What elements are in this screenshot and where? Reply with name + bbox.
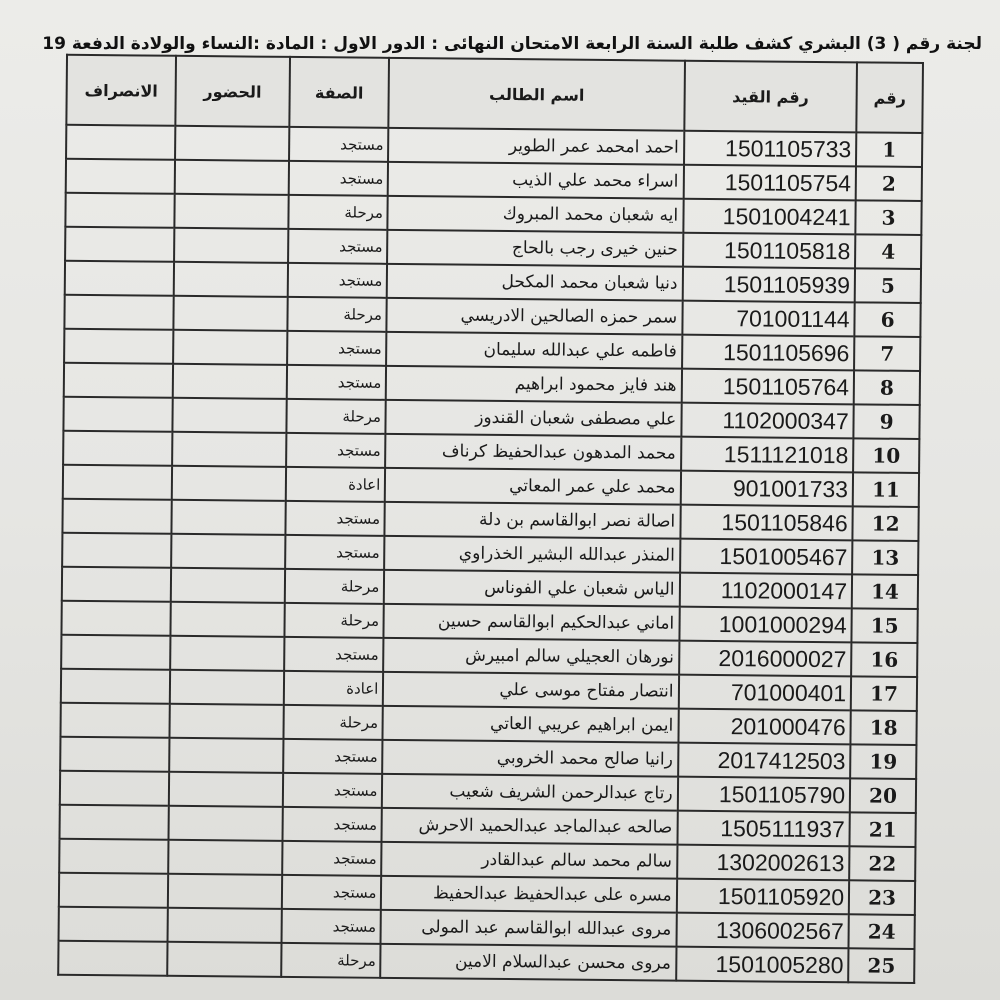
registration-number: 1501005467 <box>680 539 853 575</box>
row-number: 1 <box>856 132 922 167</box>
student-name: احمد امحمد عمر الطوير <box>388 128 683 165</box>
student-status: مستجد <box>288 161 388 196</box>
student-status: مرحلة <box>284 603 384 638</box>
attendance-cell <box>170 636 284 671</box>
student-name: الياس شعبان علي الفوناس <box>384 570 679 607</box>
row-number: 15 <box>852 608 918 643</box>
student-status: مستجد <box>286 433 386 468</box>
departure-cell <box>61 635 170 670</box>
student-status: مستجد <box>281 909 381 944</box>
registration-number: 1501105790 <box>677 777 850 813</box>
row-number: 19 <box>850 744 916 779</box>
departure-cell <box>66 159 175 194</box>
student-status: مستجد <box>282 807 382 842</box>
row-number: 16 <box>851 642 917 677</box>
student-status: مستجد <box>282 841 382 876</box>
departure-cell <box>60 737 169 772</box>
student-status: مرحلة <box>284 569 384 604</box>
row-number: 21 <box>850 812 916 847</box>
departure-cell <box>58 941 167 976</box>
attendance-cell <box>173 296 287 331</box>
departure-cell <box>60 805 169 840</box>
registration-number: 1505111937 <box>677 811 850 847</box>
departure-cell <box>65 193 174 228</box>
student-status: اعادة <box>285 467 385 502</box>
student-name: محمد علي عمر المعاتي <box>385 468 680 505</box>
student-status: مستجد <box>281 875 381 910</box>
student-name: المنذر عبدالله البشير الخذراوي <box>385 536 680 573</box>
student-status: مستجد <box>285 501 385 536</box>
registration-number: 2017412503 <box>678 743 851 779</box>
attendance-cell <box>167 942 281 977</box>
student-name: اماني عبدالحكيم ابوالقاسم حسين <box>384 604 679 641</box>
departure-cell <box>64 329 173 364</box>
student-status: مرحلة <box>286 399 386 434</box>
attendance-cell <box>168 874 282 909</box>
departure-cell <box>62 533 171 568</box>
student-status: مستجد <box>282 773 382 808</box>
row-number: 11 <box>853 472 919 507</box>
student-status: مستجد <box>283 739 383 774</box>
registration-number: 1501105733 <box>684 131 857 167</box>
student-status: مستجد <box>285 535 385 570</box>
student-name: سمر حمزه الصالحين الادريسي <box>387 298 682 335</box>
student-name: هند فايز محمود ابراهيم <box>386 366 681 403</box>
registration-number: 901001733 <box>680 471 853 507</box>
student-name: نورهان العجيلي سالم امبيرش <box>384 638 679 675</box>
departure-cell <box>65 227 174 262</box>
student-name: ايه شعبان محمد المبروك <box>388 196 683 233</box>
column-header-attendance: الحضور <box>175 56 289 127</box>
table-row <box>58 941 914 983</box>
student-name: صالحه عبدالماجد عبدالحميد الاحرش <box>382 808 677 845</box>
student-status: مستجد <box>288 229 388 264</box>
registration-number: 201000476 <box>678 709 851 745</box>
row-number: 12 <box>853 506 919 541</box>
row-number: 10 <box>853 438 919 473</box>
registration-number: 1501105764 <box>681 369 854 405</box>
attendance-cell <box>169 772 283 807</box>
registration-number: 1302002613 <box>677 845 850 881</box>
attendance-cell <box>168 840 282 875</box>
row-number: 18 <box>851 710 917 745</box>
registration-number: 701001144 <box>682 301 855 337</box>
student-status: مرحلة <box>283 705 383 740</box>
attendance-cell <box>172 466 286 501</box>
registration-number: 1501004241 <box>683 199 856 235</box>
table-header-row <box>66 55 923 133</box>
attendance-cell <box>171 534 285 569</box>
registration-number: 1501105818 <box>683 233 856 269</box>
attendance-cell <box>172 398 286 433</box>
attendance-cell <box>174 228 288 263</box>
departure-cell <box>60 771 169 806</box>
registration-number: 1102000147 <box>679 573 852 609</box>
student-name: محمد المدهون عبدالحفيظ كرناف <box>386 434 681 471</box>
departure-cell <box>59 839 168 874</box>
departure-cell <box>63 397 172 432</box>
registration-number: 2016000027 <box>679 641 852 677</box>
student-name: اصالة نصر ابوالقاسم بن دلة <box>385 502 680 539</box>
column-header-departure: الانصراف <box>66 55 176 126</box>
student-status: مرحلة <box>287 297 387 332</box>
student-status: مرحلة <box>288 195 388 230</box>
registration-number: 1501105696 <box>682 335 855 371</box>
student-status: مرحلة <box>281 943 381 978</box>
student-name: اسراء محمد علي الذيب <box>388 162 683 199</box>
row-number: 14 <box>852 574 918 609</box>
student-name: فاطمه علي عبدالله سليمان <box>386 332 681 369</box>
departure-cell <box>60 703 169 738</box>
row-number: 23 <box>849 880 915 915</box>
row-number: 3 <box>855 200 921 235</box>
sheet-title: لجنة رقم ( 3) البشري كشف طلبة السنة الرابعة الامتحان النهائى : الدور الاول : المادة :النساء والولادة الدفعة 19 <box>42 34 982 54</box>
student-name: دنيا شعبان محمد المكحل <box>387 264 682 301</box>
registration-number: 1501005280 <box>676 947 849 983</box>
attendance-cell <box>173 330 287 365</box>
attendance-cell <box>175 160 289 195</box>
row-number: 17 <box>851 676 917 711</box>
attendance-cell <box>170 602 284 637</box>
departure-cell <box>64 295 173 330</box>
column-header-status: الصفة <box>289 57 390 128</box>
student-status: مستجد <box>284 637 384 672</box>
registration-number: 1001000294 <box>679 607 852 643</box>
column-header-student-name: اسم الطالب <box>389 58 685 131</box>
attendance-cell <box>169 738 283 773</box>
registration-number: 1306002567 <box>676 913 849 949</box>
departure-cell <box>63 465 172 500</box>
row-number: 5 <box>855 268 921 303</box>
row-number: 6 <box>855 302 921 337</box>
row-number: 7 <box>854 336 920 371</box>
student-name: حنين خيرى رجب بالحاج <box>387 230 682 267</box>
student-name: مسره على عبدالحفيظ عبدالحفيظ <box>381 876 676 913</box>
student-roster-table <box>57 54 924 984</box>
attendance-cell <box>170 704 284 739</box>
departure-cell <box>62 567 171 602</box>
attendance-cell <box>173 364 287 399</box>
registration-number: 1501105920 <box>676 879 849 915</box>
row-number: 4 <box>855 234 921 269</box>
student-name: علي مصطفى شعبان القندوز <box>386 400 681 437</box>
row-number: 20 <box>850 778 916 813</box>
row-number: 13 <box>852 540 918 575</box>
student-status: مستجد <box>286 365 386 400</box>
student-name: سالم محمد سالم عبدالقادر <box>382 842 677 879</box>
departure-cell <box>65 261 174 296</box>
attendance-cell <box>171 500 285 535</box>
departure-cell <box>59 873 168 908</box>
row-number: 2 <box>856 166 922 201</box>
attendance-cell <box>172 432 286 467</box>
attendance-cell <box>175 126 289 161</box>
departure-cell <box>61 601 170 636</box>
attendance-cell <box>169 806 283 841</box>
student-name: انتصار مفتاح موسى علي <box>383 672 678 709</box>
row-number: 24 <box>849 914 915 949</box>
row-number: 9 <box>854 404 920 439</box>
column-header-number: رقم <box>856 62 923 133</box>
student-status: مستجد <box>289 127 389 162</box>
departure-cell <box>62 499 171 534</box>
attendance-cell <box>171 568 285 603</box>
departure-cell <box>61 669 170 704</box>
student-status: مستجد <box>287 263 387 298</box>
registration-number: 1501105846 <box>680 505 853 541</box>
registration-number: 1501105754 <box>683 165 856 201</box>
registration-number: 1102000347 <box>681 403 854 439</box>
column-header-registration: رقم القيد <box>684 61 857 133</box>
row-number: 8 <box>854 370 920 405</box>
departure-cell <box>59 907 168 942</box>
row-number: 25 <box>848 948 914 983</box>
student-name: رتاج عبدالرحمن الشريف شعيب <box>382 774 677 811</box>
attendance-cell <box>174 262 288 297</box>
departure-cell <box>63 431 172 466</box>
departure-cell <box>64 363 173 398</box>
student-status: مستجد <box>287 331 387 366</box>
student-name: ايمن ابراهيم عريبي العاتي <box>383 706 678 743</box>
attendance-cell <box>170 670 284 705</box>
registration-number: 1511121018 <box>681 437 854 473</box>
attendance-cell <box>168 908 282 943</box>
student-name: رانيا صالح محمد الخروبي <box>383 740 678 777</box>
row-number: 22 <box>849 846 915 881</box>
attendance-cell <box>174 194 288 229</box>
student-name: مروى محسن عبدالسلام الامين <box>381 944 676 981</box>
registration-number: 701000401 <box>678 675 851 711</box>
student-name: مروى عبدالله ابوالقاسم عبد المولى <box>381 910 676 947</box>
departure-cell <box>66 125 175 160</box>
student-status: اعادة <box>283 671 383 706</box>
registration-number: 1501105939 <box>682 267 855 303</box>
